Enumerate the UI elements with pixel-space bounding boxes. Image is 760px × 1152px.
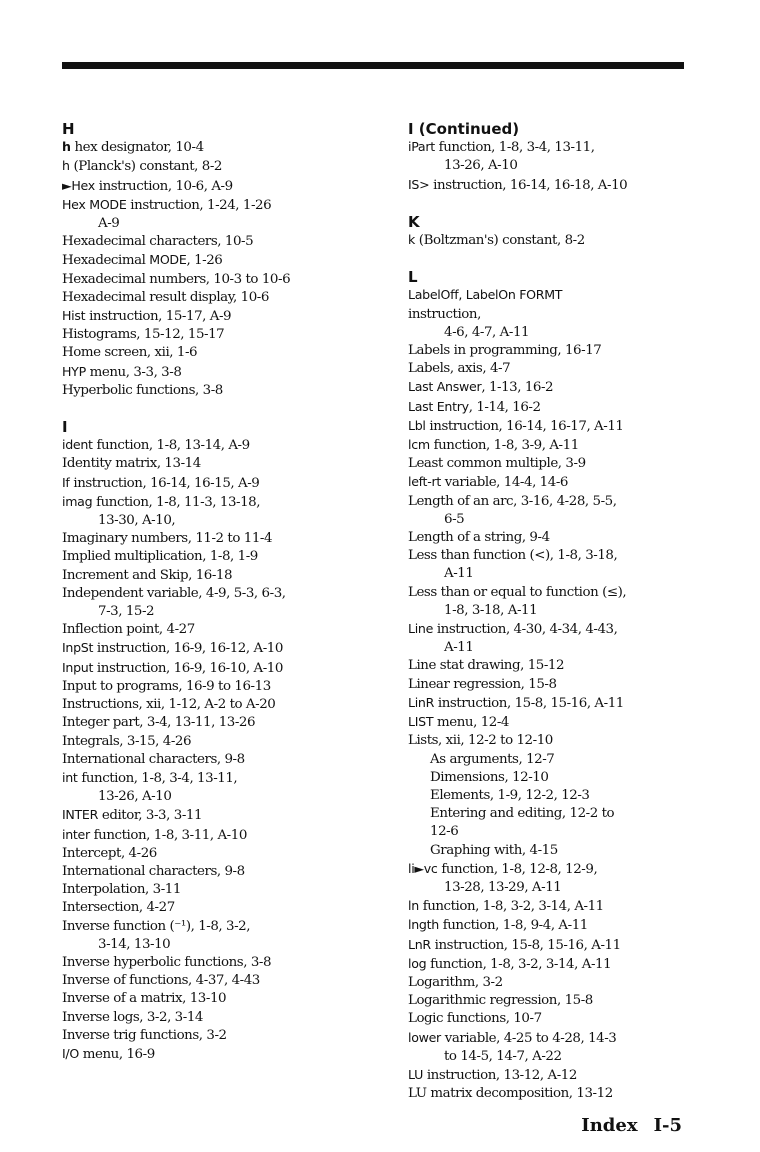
entry-text: instruction, 16-14, 16-18, A-10	[429, 177, 628, 193]
entry-text: Less than function (<), 1-8, 3-18,	[408, 548, 618, 564]
index-entry	[62, 1009, 362, 1027]
index-entry	[62, 196, 362, 233]
entry-keyword: Hex MODE	[62, 196, 127, 212]
index-entry	[62, 567, 362, 585]
entry-text: instruction, 16-9, 16-12, A-10	[93, 641, 283, 657]
index-column-right	[408, 120, 698, 1121]
entry-continuation: 6-5	[444, 511, 465, 527]
entry-keyword: log	[408, 955, 427, 971]
entry-text: As arguments, 12-7	[430, 751, 555, 767]
entry-text: instruction, 16-9, 16-10, A-10	[93, 660, 283, 676]
index-entry	[408, 378, 698, 397]
entry-keyword: imag	[62, 493, 93, 509]
entry-continuation: A-11	[444, 566, 474, 582]
index-entry	[408, 417, 698, 436]
index-entry	[408, 897, 698, 916]
entry-keyword: LnR	[408, 936, 431, 952]
entry-text: Graphing with, 4-15	[430, 842, 558, 858]
index-entry	[408, 620, 698, 657]
entry-text: Length of a string, 9-4	[408, 530, 550, 546]
entry-text: Identity matrix, 13-14	[62, 456, 201, 472]
entry-keyword: INTER	[62, 807, 99, 823]
entry-keyword: h	[62, 158, 70, 174]
index-entry	[408, 955, 698, 974]
entry-keyword: lcm	[408, 437, 430, 453]
index-entry	[62, 548, 362, 566]
entry-text: International characters, 9-8	[62, 863, 245, 879]
index-entry	[62, 157, 362, 176]
index-entry	[62, 1027, 362, 1045]
index-entry	[62, 990, 362, 1008]
entry-text: Inverse logs, 3-2, 3-14	[62, 1009, 203, 1025]
index-entry	[62, 639, 362, 658]
entry-text: LU matrix decomposition, 13-12	[408, 1086, 613, 1102]
entry-text: , 1-26	[186, 253, 223, 269]
entry-text: Logarithmic regression, 15-8	[408, 993, 593, 1009]
entry-continuation: 4-6, 4-7, A-11	[444, 324, 530, 340]
section-letter: I	[62, 418, 68, 437]
index-section	[408, 268, 698, 1103]
index-entry	[408, 1029, 698, 1066]
index-entry	[408, 1085, 698, 1103]
entry-text: instruction, 10-6, A-9	[94, 178, 233, 194]
index-entry	[408, 436, 698, 455]
entry-continuation: instruction,	[408, 306, 481, 322]
index-entry	[62, 733, 362, 751]
entry-text: Instructions, xii, 1-12, A-2 to A-20	[62, 697, 276, 713]
entry-keyword: iPart	[408, 139, 435, 155]
index-section	[62, 120, 362, 400]
index-entry	[62, 177, 362, 196]
index-entry	[62, 455, 362, 473]
index-entry	[408, 657, 698, 675]
index-entry	[408, 176, 698, 195]
entry-keyword: LU	[408, 1066, 424, 1082]
entry-text: Labels in programming, 16-17	[408, 343, 602, 359]
index-entry	[62, 621, 362, 639]
index-entry	[62, 138, 362, 157]
entry-keyword: h	[62, 139, 71, 155]
entry-keyword: left-rt	[408, 474, 441, 490]
entry-text: function, 1-8, 9-4, A-11	[438, 918, 588, 934]
entry-text: Inverse of a matrix, 13-10	[62, 991, 227, 1007]
entry-text: Integer part, 3-4, 13-11, 13-26	[62, 715, 256, 731]
index-entry	[62, 289, 362, 307]
index-entry	[62, 954, 362, 972]
entry-text: Logarithm, 3-2	[408, 974, 503, 990]
index-entry	[408, 473, 698, 492]
entry-text: instruction, 15-8, 15-16, A-11	[430, 937, 621, 953]
entry-continuation: A-11	[444, 640, 474, 656]
entry-text: function, 1-8, 12-8, 12-9,	[437, 861, 598, 877]
top-rule	[62, 62, 684, 69]
index-entry	[62, 751, 362, 769]
entry-keyword: Lbl	[408, 417, 426, 433]
entry-keyword: If	[62, 474, 70, 490]
index-entry	[62, 307, 362, 326]
index-entry	[62, 845, 362, 863]
index-entry	[62, 826, 362, 845]
entry-text: Hexadecimal numbers, 10-3 to 10-6	[62, 271, 291, 287]
entry-text: Inflection point, 4-27	[62, 622, 195, 638]
entry-keyword: int	[62, 769, 78, 785]
index-entry	[408, 529, 698, 547]
index-entry	[62, 678, 362, 696]
entry-text: instruction, 15-8, 15-16, A-11	[434, 695, 624, 711]
index-entry	[62, 363, 362, 382]
entry-text: Length of an arc, 3-16, 4-28, 5-5,	[408, 493, 617, 509]
entry-text: (Boltzman's) constant, 8-2	[415, 233, 585, 249]
entry-text: function, 1-8, 3-2, 3-14, A-11	[418, 899, 604, 915]
index-entry	[62, 972, 362, 990]
entry-text: Histograms, 15-12, 15-17	[62, 327, 225, 343]
entry-text: instruction, 13-12, A-12	[423, 1067, 577, 1083]
index-entry	[408, 713, 698, 732]
entry-continuation: 13-26, A-10	[98, 789, 172, 805]
entry-text: menu, 12-4	[433, 715, 509, 731]
entry-text: instruction, 1-24, 1-26	[126, 197, 272, 213]
entry-text: International characters, 9-8	[62, 751, 245, 767]
entry-text: instruction, 16-14, 16-17, A-11	[425, 418, 624, 434]
index-entry	[408, 584, 698, 620]
index-section	[408, 120, 698, 195]
entry-continuation: 13-28, 13-29, A-11	[444, 879, 562, 895]
entry-text: Implied multiplication, 1-8, 1-9	[62, 549, 258, 565]
index-entry	[62, 326, 362, 344]
entry-continuation: 1-8, 3-18, A-11	[444, 602, 538, 618]
entry-keyword: Last Entry	[408, 398, 469, 414]
index-entry	[62, 714, 362, 732]
entry-text: Hexadecimal	[62, 253, 150, 269]
entry-text: Increment and Skip, 16-18	[62, 567, 233, 583]
entry-keyword: I/O	[62, 1045, 79, 1061]
entry-text: Inverse of functions, 4-37, 4-43	[62, 973, 260, 989]
index-entry	[62, 233, 362, 251]
index-subentry	[408, 769, 698, 787]
index-column-left	[62, 120, 362, 1082]
entry-text: Intercept, 4-26	[62, 845, 157, 861]
index-section	[408, 213, 698, 250]
entry-keyword: HYP	[62, 363, 86, 379]
entry-text: Elements, 1-9, 12-2, 12-3	[430, 787, 590, 803]
index-entry	[408, 936, 698, 955]
index-entry	[62, 863, 362, 881]
entry-text: Line stat drawing, 15-12	[408, 658, 565, 674]
entry-text: Home screen, xii, 1-6	[62, 345, 198, 361]
entry-text: instruction, 16-14, 16-15, A-9	[69, 475, 260, 491]
index-entry	[62, 881, 362, 899]
entry-text: Least common multiple, 3-9	[408, 456, 586, 472]
entry-text: function, 1-8, 3-4, 13-11,	[434, 140, 595, 156]
index-entry	[62, 493, 362, 530]
index-subentry	[408, 751, 698, 769]
index-entry	[62, 382, 362, 400]
index-entry	[408, 360, 698, 378]
section-letter: I (Continued)	[408, 120, 520, 138]
entry-keyword: inter	[62, 826, 90, 842]
entry-text: Logic functions, 10-7	[408, 1011, 542, 1027]
entry-text: Linear regression, 15-8	[408, 676, 557, 692]
index-entry	[408, 992, 698, 1010]
entry-text: variable, 14-4, 14-6	[440, 475, 568, 491]
entry-continuation: 13-26, A-10	[444, 158, 518, 174]
index-entry	[62, 806, 362, 825]
entry-keyword: IS>	[408, 176, 430, 192]
entry-text: Hexadecimal characters, 10-5	[62, 234, 254, 250]
entry-text: Labels, axis, 4-7	[408, 361, 511, 377]
index-entry	[62, 769, 362, 806]
entry-text: , 1-14, 16-2	[468, 399, 541, 415]
entry-text: instruction, 15-17, A-9	[85, 309, 232, 325]
index-entry	[62, 474, 362, 493]
index-entry	[62, 918, 362, 954]
entry-text: Inverse function (⁻¹), 1-8, 3-2,	[62, 918, 251, 934]
index-entry	[408, 1066, 698, 1085]
page-number: I-5	[653, 1115, 682, 1136]
index-entry	[408, 455, 698, 473]
entry-keyword: InpSt	[62, 640, 94, 656]
entry-keyword: ident	[62, 437, 93, 453]
entry-text: , 1-13, 16-2	[481, 380, 554, 396]
entry-keyword: lngth	[408, 917, 439, 933]
entry-keyword: ►Hex	[62, 177, 95, 193]
index-entry	[62, 271, 362, 289]
index-entry	[408, 138, 698, 175]
index-entry	[62, 659, 362, 678]
entry-text: menu, 3-3, 3-8	[85, 364, 182, 380]
entry-text: hex designator, 10-4	[70, 140, 204, 156]
entry-text: Less than or equal to function (≤),	[408, 584, 627, 600]
index-entry	[62, 344, 362, 362]
index-entry	[408, 694, 698, 713]
section-letter: K	[408, 212, 420, 231]
entry-continuation: 12-6	[430, 824, 459, 840]
entry-keyword: MODE	[149, 252, 187, 268]
entry-text: Entering and editing, 12-2 to	[430, 806, 615, 822]
entry-text: menu, 16-9	[78, 1046, 155, 1062]
entry-text: Hyperbolic functions, 3-8	[62, 382, 223, 398]
entry-text: Hexadecimal result display, 10-6	[62, 289, 269, 305]
entry-keyword: Last Answer	[408, 379, 482, 395]
entry-keyword: lower	[408, 1029, 441, 1045]
index-entry	[408, 732, 698, 750]
index-subentry	[408, 842, 698, 860]
index-subentry	[408, 787, 698, 805]
entry-text: instruction, 4-30, 4-34, 4-43,	[433, 622, 618, 638]
page-footer	[581, 1115, 682, 1136]
index-section	[62, 418, 362, 1064]
entry-continuation: to 14-5, 14-7, A-22	[444, 1048, 562, 1064]
entry-text: Imaginary numbers, 11-2 to 11-4	[62, 531, 273, 547]
section-letter: H	[62, 120, 75, 138]
entry-text: Interpolation, 3-11	[62, 882, 181, 898]
entry-continuation: A-9	[98, 216, 120, 232]
footer-label: Index	[581, 1115, 638, 1136]
entry-keyword: Input	[62, 659, 94, 675]
entry-keyword: k	[408, 232, 415, 248]
index-entry	[408, 1010, 698, 1028]
entry-keyword: Line	[408, 621, 434, 637]
entry-continuation: 3-14, 13-10	[98, 936, 171, 952]
index-entry	[62, 899, 362, 917]
index-entry	[62, 436, 362, 455]
index-entry	[62, 585, 362, 621]
entry-keyword: li►vc	[408, 860, 438, 876]
entry-keyword: ln	[408, 898, 419, 914]
entry-text: Lists, xii, 12-2 to 12-10	[408, 733, 553, 749]
entry-continuation: 13-30, A-10,	[98, 513, 176, 529]
index-entry	[408, 547, 698, 583]
index-entry	[62, 251, 362, 270]
index-entry	[408, 398, 698, 417]
entry-text: function, 1-8, 3-9, A-11	[429, 438, 579, 454]
entry-text: function, 1-8, 3-11, A-10	[89, 827, 247, 843]
index-subentry	[408, 805, 698, 841]
entry-text: function, 1-8, 11-3, 13-18,	[92, 494, 261, 510]
entry-keyword: Hist	[62, 308, 86, 324]
entry-text: Independent variable, 4-9, 5-3, 6-3,	[62, 585, 286, 601]
entry-text: editor, 3-3, 3-11	[98, 808, 203, 824]
index-entry	[62, 696, 362, 714]
index-entry	[408, 286, 698, 342]
entry-text: Inverse hyperbolic functions, 3-8	[62, 954, 272, 970]
entry-keyword: LIST	[408, 714, 434, 730]
entry-text: Inverse trig functions, 3-2	[62, 1027, 227, 1043]
index-entry	[62, 1045, 362, 1064]
entry-continuation: 7-3, 15-2	[98, 604, 155, 620]
entry-text: Intersection, 4-27	[62, 900, 175, 916]
index-entry	[408, 916, 698, 935]
entry-text: Integrals, 3-15, 4-26	[62, 733, 192, 749]
entry-text: function, 1-8, 3-2, 3-14, A-11	[426, 956, 612, 972]
entry-text: (Planck's) constant, 8-2	[69, 159, 222, 175]
section-letter: L	[408, 268, 418, 287]
entry-text: variable, 4-25 to 4-28, 14-3	[440, 1030, 617, 1046]
index-entry	[408, 493, 698, 529]
entry-text: function, 1-8, 13-14, A-9	[92, 438, 250, 454]
entry-text: function, 1-8, 3-4, 13-11,	[77, 770, 238, 786]
entry-text: Input to programs, 16-9 to 16-13	[62, 678, 271, 694]
index-entry	[408, 231, 698, 250]
index-entry	[408, 676, 698, 694]
entry-keyword: LabelOff, LabelOn FORMT	[408, 287, 563, 303]
index-entry	[62, 530, 362, 548]
entry-text: Dimensions, 12-10	[430, 769, 549, 785]
index-entry	[408, 974, 698, 992]
entry-keyword: LinR	[408, 694, 435, 710]
index-entry	[408, 860, 698, 897]
index-entry	[408, 342, 698, 360]
